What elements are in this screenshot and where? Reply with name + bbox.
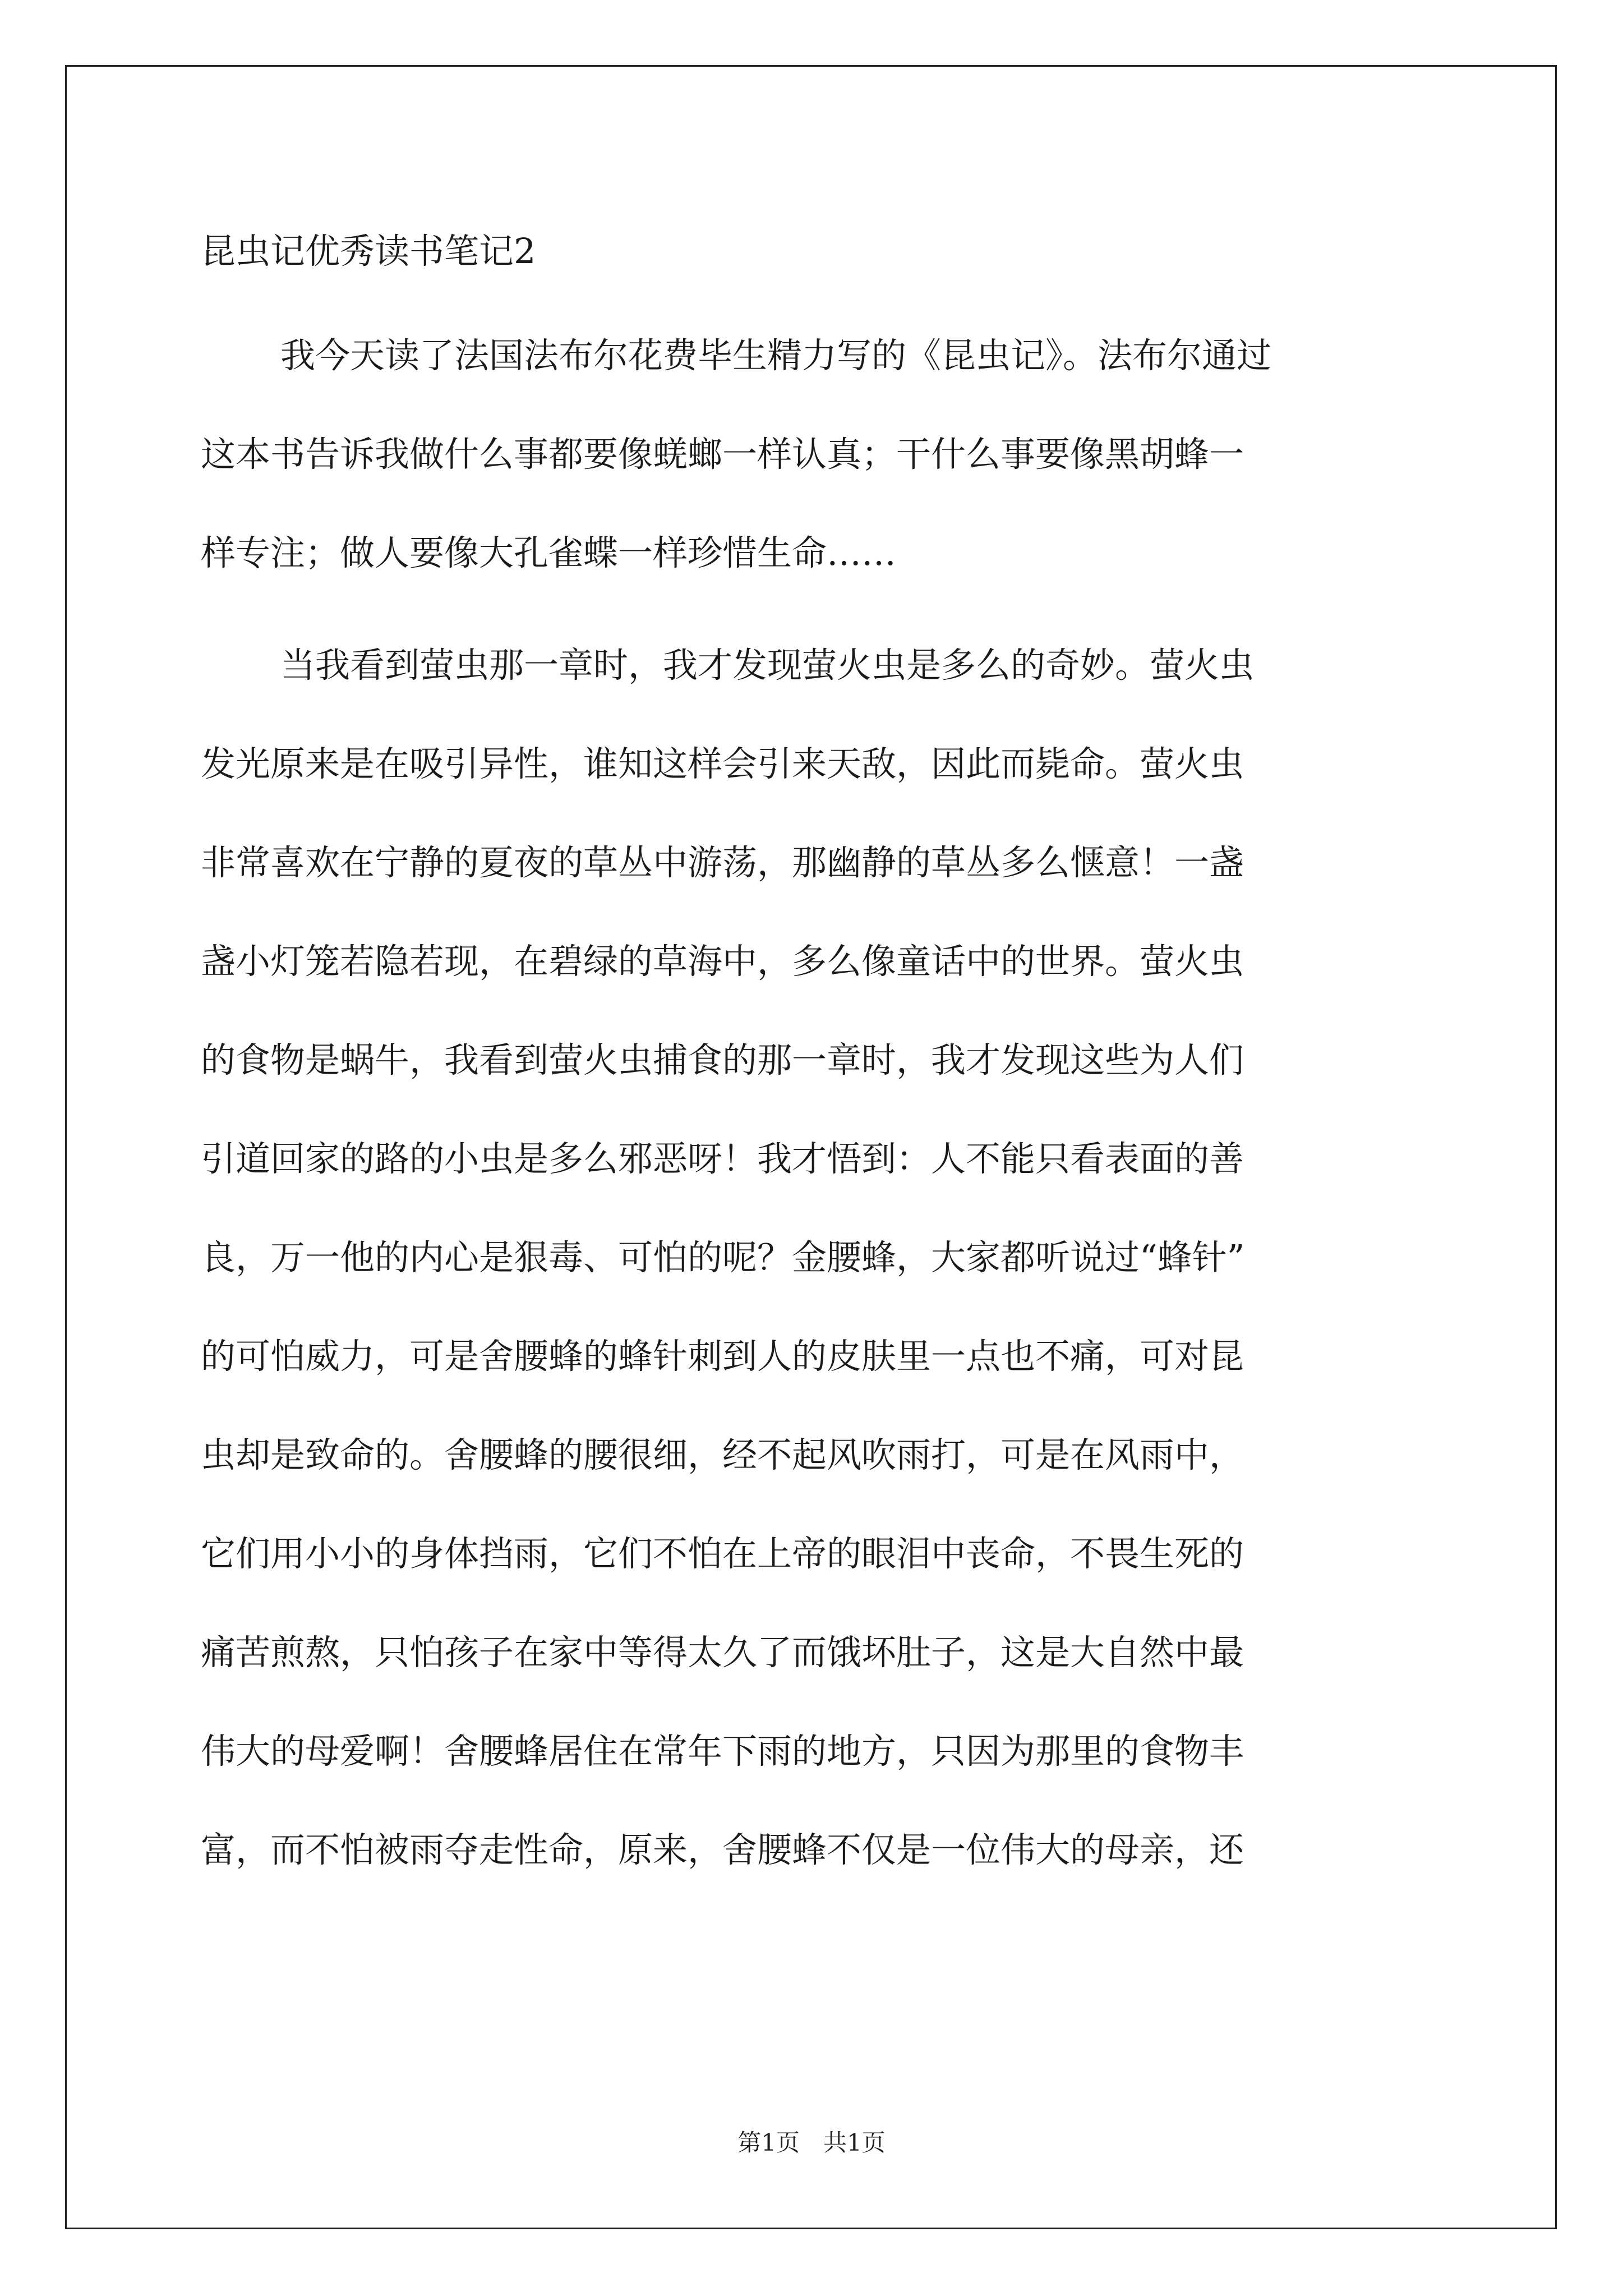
paragraph-2-line-4: 盏小灯笼若隐若现，在碧绿的草海中，多么像童话中的世界。萤火虫 [201,941,1244,982]
paragraph-2-line-9: 虫却是致命的。舍腰蜂的腰很细，经不起风吹雨打，可是在风雨中， [201,1434,1244,1475]
paragraph-2-line-5: 的食物是蜗牛，我看到萤火虫捕食的那一章时，我才发现这些为人们 [201,1039,1244,1080]
paragraph-2-line-3: 非常喜欢在宁静的夏夜的草丛中游荡，那幽静的草丛多么惬意！一盏 [201,842,1244,883]
paragraph-2-line-12: 伟大的母爱啊！舍腰蜂居住在常年下雨的地方，只因为那里的食物丰 [201,1731,1244,1772]
paragraph-1-line-2: 这本书告诉我做什么事都要像蜣螂一样认真；干什么事要像黑胡蜂一 [201,434,1244,475]
paragraph-2-line-6: 引道回家的路的小虫是多么邪恶呀！我才悟到：人不能只看表面的善 [201,1138,1244,1179]
paragraph-2-line-13: 富，而不怕被雨夺走性命，原来，舍腰蜂不仅是一位伟大的母亲，还 [201,1829,1244,1870]
paragraph-2-line-2: 发光原来是在吸引异性，谁知这样会引来天敌，因此而毙命。萤火虫 [201,743,1244,784]
paragraph-2-line-11: 痛苦煎熬，只怕孩子在家中等得太久了而饿坏肚子，这是大自然中最 [201,1632,1244,1673]
paragraph-2-line-1: 当我看到萤虫那一章时，我才发现萤火虫是多么的奇妙。萤火虫 [280,645,1255,685]
document-title: 昆虫记优秀读书笔记2 [201,231,536,272]
paragraph-1-line-3: 样专注；做人要像大孔雀蝶一样珍惜生命…… [201,532,897,573]
paragraph-2-line-7: 良，万一他的内心是狠毒、可怕的呢？金腰蜂，大家都听说过“蜂针” [201,1237,1245,1278]
page-number-footer: 第1页 共1页 [737,2129,886,2156]
paragraph-2-line-10: 它们用小小的身体挡雨，它们不怕在上帝的眼泪中丧命，不畏生死的 [201,1533,1244,1574]
paragraph-2-line-8: 的可怕威力，可是舍腰蜂的蜂针刺到人的皮肤里一点也不痛，可对昆 [201,1336,1244,1377]
paragraph-1-line-1: 我今天读了法国法布尔花费毕生精力写的《昆虫记》。法布尔通过 [280,335,1272,376]
